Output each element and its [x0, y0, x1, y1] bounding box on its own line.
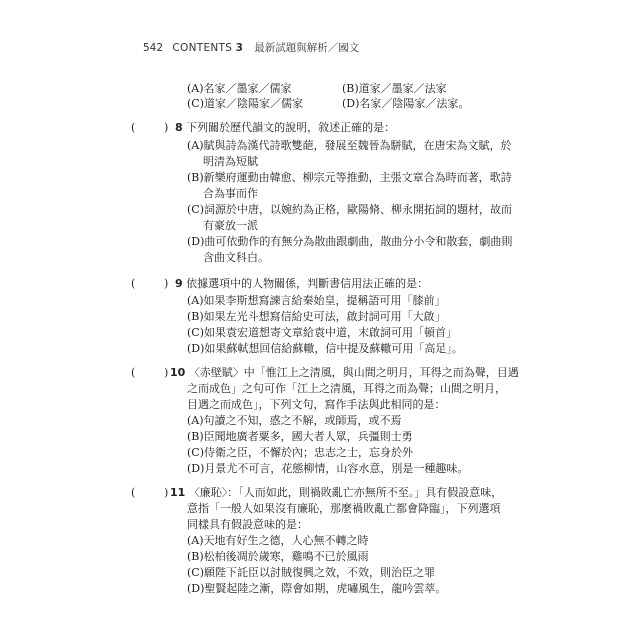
q9-option-c: (C)如果袁宏道想寄文章給袁中道，末啟詞可用「頓首」	[187, 326, 457, 339]
stem-line: 依據選項中的人物關係，判斷書信用法正確的是：	[186, 277, 429, 290]
q9-option-d: (D)如果蘇軾想回信給蘇轍，信中提及蘇轍可用「高足」。	[187, 342, 463, 355]
q11-stem-line-2: 意指「一般人如果沒有廉恥，那麼禍敗亂亡都會降臨」，下列選項	[187, 502, 501, 515]
answer-blank-close: )	[164, 366, 169, 379]
q7-option-a: (A)名家／墨家／儒家	[187, 82, 292, 95]
q7-option-c: (C)道家／陰陽家／儒家	[187, 97, 303, 110]
page-header	[143, 40, 359, 55]
q10-option-b: (B)臣聞地廣者粟多，國大者人眾，兵彊則士勇	[187, 430, 413, 443]
stem-line: 〈赤壁賦〉中「惟江上之清風，與山間之明月，耳得之而為聲，目遇	[188, 366, 519, 379]
q8-option-c-cont: 有豪放一派	[203, 219, 258, 232]
question-10-stem	[170, 366, 519, 380]
answer-blank-close: )	[164, 486, 169, 499]
q10-option-d: (D)月景尤不可言，花態柳情，山容水意，別是一種趣味。	[187, 462, 469, 475]
q8-option-b: (B)新樂府運動由韓愈、柳宗元等推動，主張文章合為時而著，歌詩	[187, 171, 512, 184]
q9-option-a: (A)如果李斯想寫諫言給秦始皇，提稱語可用「膝前」	[187, 294, 446, 307]
answer-blank-open[interactable]: (	[131, 366, 136, 379]
question-number: 9	[175, 277, 183, 290]
section-title: 最新試題與解析／國文	[254, 42, 360, 54]
q11-option-c: (C)願陛下託臣以討賊復興之效，不效，則治臣之罪	[187, 566, 435, 579]
question-9-stem	[175, 277, 428, 291]
answer-blank-close: )	[164, 121, 169, 134]
stem-line: 〈廉恥〉：「人而如此，則禍敗亂亡亦無所不至。」具有假設意味，	[188, 486, 503, 499]
q8-option-b-cont: 合為事而作	[203, 187, 258, 200]
q8-option-c: (C)詞源於中唐，以婉約為正格，歐陽脩、柳永開拓詞的題材，故而	[187, 203, 512, 216]
q11-stem-line-3: 同樣具有假設意味的是：	[187, 518, 308, 531]
stem-line: 下列關於歷代韻文的說明，敘述正確的是：	[186, 121, 396, 134]
question-number: 10	[170, 366, 186, 379]
q11-option-a: (A)天地有好生之德，人心無不轉之時	[187, 534, 369, 547]
q10-stem-line-3: 目遇之而成色」，下列文句，寫作手法與此相同的是：	[187, 398, 446, 411]
contents-number: 3	[235, 42, 243, 54]
q10-option-c: (C)侍衛之臣，不懈於內；忠志之士，忘身於外	[187, 446, 413, 459]
contents-label: CONTENTS	[172, 42, 233, 54]
answer-blank-open[interactable]: (	[131, 486, 136, 499]
q10-stem-line-2: 之而成色」之句可作「江上之清風，耳得之而為聲；山間之明月，	[187, 382, 506, 395]
q11-option-d: (D)聖賢起陸之漸，際會如期，虎嘯風生，龍吟雲萃。	[187, 582, 447, 595]
q8-option-a: (A)賦與詩為漢代詩歌雙葩，發展至魏晉為駢賦，在唐宋為文賦，於	[187, 139, 512, 152]
answer-blank-open[interactable]: (	[131, 121, 136, 134]
question-number: 8	[175, 121, 183, 134]
question-8-stem	[175, 121, 395, 135]
q9-option-b: (B)如果左光斗想寫信給史可法，啟封詞可用「大啟」	[187, 310, 446, 323]
q7-option-b: (B)道家／墨家／法家	[342, 82, 447, 95]
answer-blank-close: )	[164, 277, 169, 290]
q8-option-d: (D)曲可依動作的有無分為散曲跟劇曲，散曲分小令和散套，劇曲則	[187, 235, 513, 248]
answer-blank-open[interactable]: (	[131, 277, 136, 290]
q8-option-a-cont: 明清為短賦	[203, 155, 258, 168]
q7-option-d: (D)名家／陰陽家／法家。	[342, 97, 470, 110]
q11-option-b: (B)松柏後凋於歲寒，雞鳴不已於風雨	[187, 550, 369, 563]
q10-option-a: (A)句讀之不知，惑之不解，或師焉，或不焉	[187, 414, 402, 427]
page-number: 542	[143, 42, 164, 54]
question-number: 11	[170, 486, 186, 499]
question-11-stem	[170, 486, 502, 500]
q8-option-d-cont: 含曲文科白。	[203, 251, 269, 264]
